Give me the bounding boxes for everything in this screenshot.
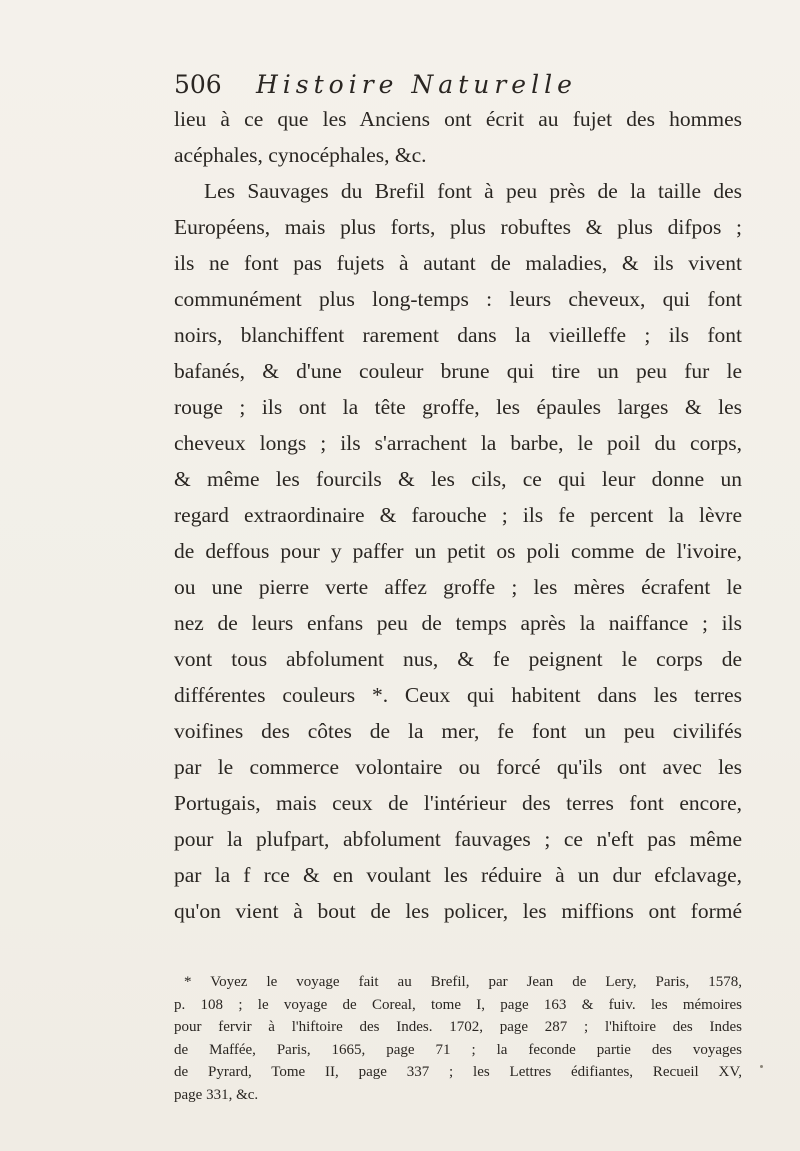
body-line: ou une pierre verte affez groffe ; les mères écrafent le (174, 575, 742, 599)
body-line: pour la plufpart, abfolument fauvages ; ce n'eft pas même (174, 827, 742, 851)
body-line: voifines des côtes de la mer, fe font un peu civilifés (174, 719, 742, 743)
footnote-line: de Pyrard, Tome II, page 337 ; les Lettres édifiantes, Recueil XV, (174, 1064, 742, 1081)
body-line: de deffous pour y paffer un petit os poli comme de l'ivoire, (174, 539, 742, 563)
footnote-line: pour fervir à l'hiftoire des Indes. 1702, page 287 ; l'hiftoire des Indes (174, 1019, 742, 1036)
body-line: regard extraordinaire & farouche ; ils fe percent la lèvre (174, 503, 742, 527)
body-line: Les Sauvages du Brefil font à peu près de la taille des (204, 179, 742, 203)
body-line: bafanés, & d'une couleur brune qui tire un peu fur le (174, 359, 742, 383)
body-line: cheveux longs ; ils s'arrachent la barbe, le poil du corps, (174, 431, 742, 455)
body-line: vont tous abfolument nus, & fe peignent le corps de (174, 647, 742, 671)
page-number: 506 (174, 70, 222, 99)
body-line: acéphales, cynocéphales, &c. (174, 143, 427, 167)
body-line: ils ne font pas fujets à autant de maladies, & ils vivent (174, 251, 742, 275)
body-line: rouge ; ils ont la tête groffe, les épaules larges & les (174, 395, 742, 419)
footnote-line: p. 108 ; le voyage de Coreal, tome I, page 163 & fuiv. les mémoires (174, 996, 742, 1013)
footnote (174, 971, 742, 1107)
body-line: différentes couleurs *. Ceux qui habitent dans les terres (174, 683, 742, 707)
body-line: Portugais, mais ceux de l'intérieur des terres font encore, (174, 791, 742, 815)
body-line: nez de leurs enfans peu de temps après la naiffance ; ils (174, 611, 742, 635)
body-line: lieu à ce que les Anciens ont écrit au fujet des hommes (174, 107, 742, 131)
body-line: communément plus long-temps : leurs cheveux, qui font (174, 287, 742, 311)
ink-speck (760, 1065, 763, 1068)
body-line: Européens, mais plus forts, plus robuftes & plus difpos ; (174, 215, 742, 239)
body-line: par la f rce & en voulant les réduire à un dur efclavage, (174, 863, 742, 887)
footnote-line: de Maffée, Paris, 1665, page 71 ; la feconde partie des voyages (174, 1041, 742, 1058)
running-title: Histoire Naturelle (256, 70, 577, 99)
body-text (174, 101, 742, 929)
body-line: noirs, blanchiffent rarement dans la vieilleffe ; ils font (174, 323, 742, 347)
body-line: par le commerce volontaire ou forcé qu'ils ont avec les (174, 755, 742, 779)
body-line: & même les fourcils & les cils, ce qui leur donne un (174, 467, 742, 491)
footnote-line: * Voyez le voyage fait au Brefil, par Jean de Lery, Paris, 1578, (184, 974, 742, 990)
body-line: qu'on vient à bout de les policer, les miffions ont formé (174, 899, 742, 923)
footnote-line: page 331, &c. (174, 1086, 259, 1103)
